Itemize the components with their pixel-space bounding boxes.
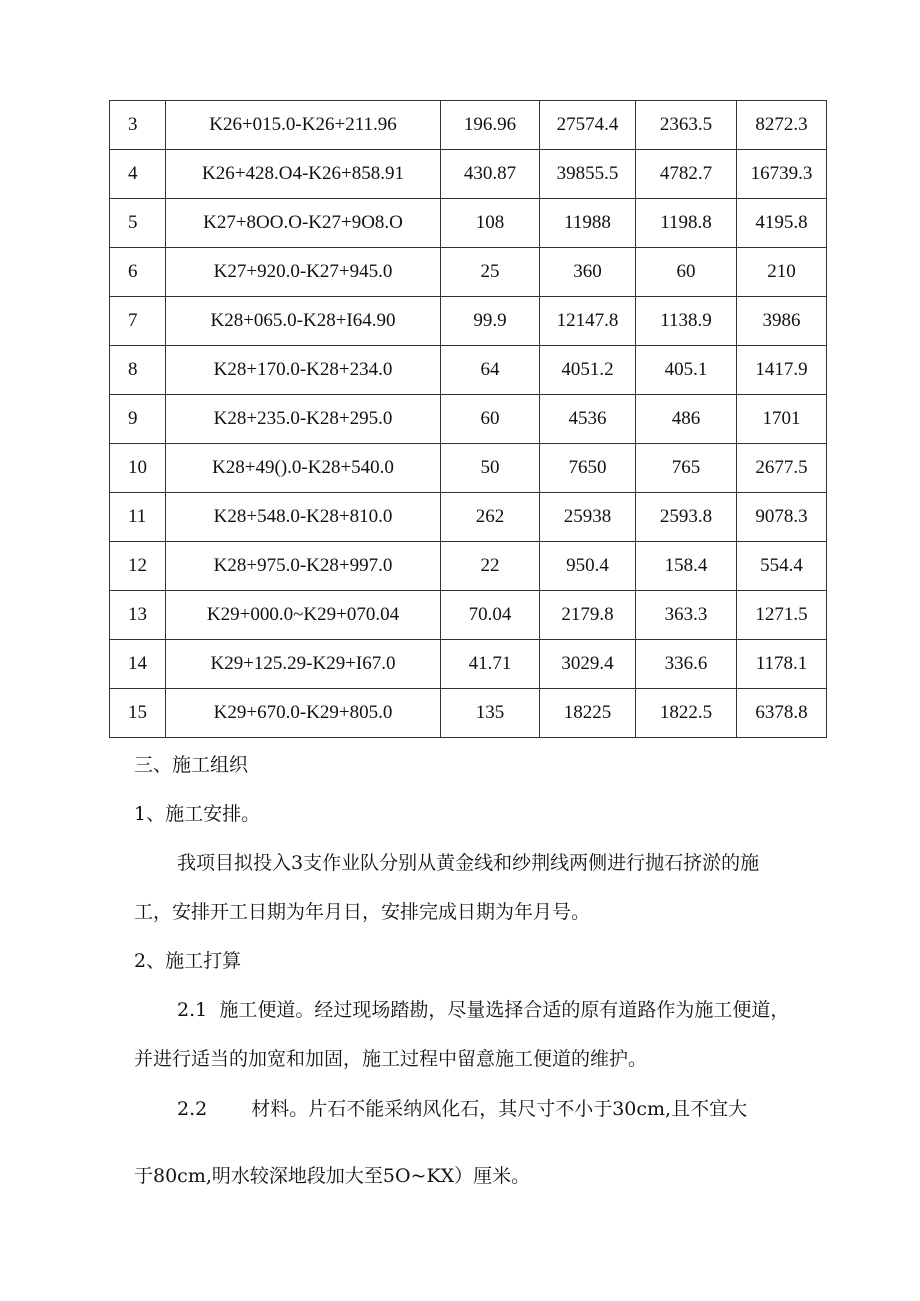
- table-cell: 360: [540, 248, 636, 297]
- table-row: [110, 640, 827, 689]
- table-cell: 60: [441, 395, 540, 444]
- table-cell: K29+670.0-K29+805.0: [166, 689, 441, 738]
- table-cell: K29+125.29-K29+I67.0: [166, 640, 441, 689]
- table-cell: 1417.9: [737, 346, 827, 395]
- table-cell: 7: [110, 297, 166, 346]
- paragraph-2-1-line-1: [177, 998, 867, 1022]
- table-cell: 25938: [540, 493, 636, 542]
- table-cell: 2677.5: [737, 444, 827, 493]
- table-cell: 27574.4: [540, 101, 636, 150]
- table-cell: 486: [636, 395, 737, 444]
- table-cell: K28+170.0-K28+234.0: [166, 346, 441, 395]
- paragraph-arrangement-line-2: 工，安排开工日期为年月日，安排完成日期为年月号。: [134, 901, 591, 923]
- table-row: [110, 346, 827, 395]
- table-cell: 4536: [540, 395, 636, 444]
- table-cell: K27+920.0-K27+945.0: [166, 248, 441, 297]
- table-cell: 4195.8: [737, 199, 827, 248]
- table-cell: 1138.9: [636, 297, 737, 346]
- table-cell: 1198.8: [636, 199, 737, 248]
- table-cell: K26+015.0-K26+211.96: [166, 101, 441, 150]
- table-row: [110, 101, 827, 150]
- table-row: [110, 150, 827, 199]
- table-cell: 1178.1: [737, 640, 827, 689]
- paragraph-arrangement-line-1: 我项目拟投入3支作业队分别从黄金线和纱荆线两侧进行抛石挤淤的施: [177, 852, 760, 874]
- table-cell: 4782.7: [636, 150, 737, 199]
- table-cell: 18225: [540, 689, 636, 738]
- item-2-construction-plan: 2、施工打算: [134, 950, 242, 972]
- table-cell: 3: [110, 101, 166, 150]
- table-cell: 210: [737, 248, 827, 297]
- table-cell: 8272.3: [737, 101, 827, 150]
- table-row: [110, 395, 827, 444]
- table-cell: 430.87: [441, 150, 540, 199]
- paragraph-2-2-number: 2.2: [177, 1098, 208, 1120]
- table-cell: K27+8OO.O-K27+9O8.O: [166, 199, 441, 248]
- table-cell: 22: [441, 542, 540, 591]
- table-cell: K29+000.0~K29+070.04: [166, 591, 441, 640]
- item-1-construction-arrangement: 1、施工安排。: [134, 803, 261, 825]
- table-cell: K28+975.0-K28+997.0: [166, 542, 441, 591]
- table-cell: K28+065.0-K28+I64.90: [166, 297, 441, 346]
- table-cell: 11988: [540, 199, 636, 248]
- table-cell: 336.6: [636, 640, 737, 689]
- table-cell: 3986: [737, 297, 827, 346]
- table-cell: 12147.8: [540, 297, 636, 346]
- station-quantity-table: [109, 100, 827, 738]
- table-row: [110, 297, 827, 346]
- table-row: [110, 199, 827, 248]
- table-cell: 14: [110, 640, 166, 689]
- table-cell: 8: [110, 346, 166, 395]
- table-row: [110, 591, 827, 640]
- table-cell: 70.04: [441, 591, 540, 640]
- paragraph-2-1-text: 施工便道。经过现场踏勘，尽量选择合适的原有道路作为施工便道，: [219, 999, 790, 1021]
- table-cell: K28+235.0-K28+295.0: [166, 395, 441, 444]
- table-row: [110, 542, 827, 591]
- table-cell: 10: [110, 444, 166, 493]
- table-cell: 950.4: [540, 542, 636, 591]
- table-cell: 3029.4: [540, 640, 636, 689]
- table-cell: 12: [110, 542, 166, 591]
- table-body: [110, 101, 827, 738]
- paragraph-2-2-line-1: [177, 1097, 867, 1121]
- table-cell: 135: [441, 689, 540, 738]
- table-row: [110, 248, 827, 297]
- table-cell: 405.1: [636, 346, 737, 395]
- table-cell: 1701: [737, 395, 827, 444]
- table-cell: 11: [110, 493, 166, 542]
- table-cell: 262: [441, 493, 540, 542]
- table-cell: K28+548.0-K28+810.0: [166, 493, 441, 542]
- paragraph-2-2-line-2: 于80cm,明水较深地段加大至5O~KX）厘米。: [134, 1165, 531, 1187]
- table-cell: 554.4: [737, 542, 827, 591]
- paragraph-2-2-text: 材料。片石不能采纳风化石，其尺寸不小于30cm,且不宜大: [251, 1098, 748, 1120]
- table-cell: 7650: [540, 444, 636, 493]
- table-cell: K28+49().0-K28+540.0: [166, 444, 441, 493]
- table-cell: 99.9: [441, 297, 540, 346]
- table-cell: 108: [441, 199, 540, 248]
- paragraph-2-1-number: 2.1: [177, 999, 208, 1021]
- table-cell: 15: [110, 689, 166, 738]
- table-cell: 6378.8: [737, 689, 827, 738]
- table-cell: K26+428.O4-K26+858.91: [166, 150, 441, 199]
- table-row: [110, 444, 827, 493]
- table-cell: 2179.8: [540, 591, 636, 640]
- table-cell: 16739.3: [737, 150, 827, 199]
- table-cell: 1822.5: [636, 689, 737, 738]
- table-row: [110, 493, 827, 542]
- paragraph-2-1-line-2: 并进行适当的加宽和加固，施工过程中留意施工便道的维护。: [134, 1048, 648, 1070]
- table-cell: 50: [441, 444, 540, 493]
- table-cell: 4: [110, 150, 166, 199]
- table-cell: 5: [110, 199, 166, 248]
- table-cell: 13: [110, 591, 166, 640]
- section-heading-construction-organization: 三、施工组织: [134, 754, 249, 776]
- table-cell: 60: [636, 248, 737, 297]
- table-row: [110, 689, 827, 738]
- table-cell: 2593.8: [636, 493, 737, 542]
- table-cell: 765: [636, 444, 737, 493]
- table-cell: 9078.3: [737, 493, 827, 542]
- table-cell: 25: [441, 248, 540, 297]
- table-cell: 196.96: [441, 101, 540, 150]
- table-cell: 41.71: [441, 640, 540, 689]
- table-cell: 64: [441, 346, 540, 395]
- table-cell: 6: [110, 248, 166, 297]
- table-cell: 1271.5: [737, 591, 827, 640]
- table-cell: 158.4: [636, 542, 737, 591]
- table-cell: 9: [110, 395, 166, 444]
- table-cell: 2363.5: [636, 101, 737, 150]
- table-cell: 4051.2: [540, 346, 636, 395]
- table-cell: 363.3: [636, 591, 737, 640]
- table-cell: 39855.5: [540, 150, 636, 199]
